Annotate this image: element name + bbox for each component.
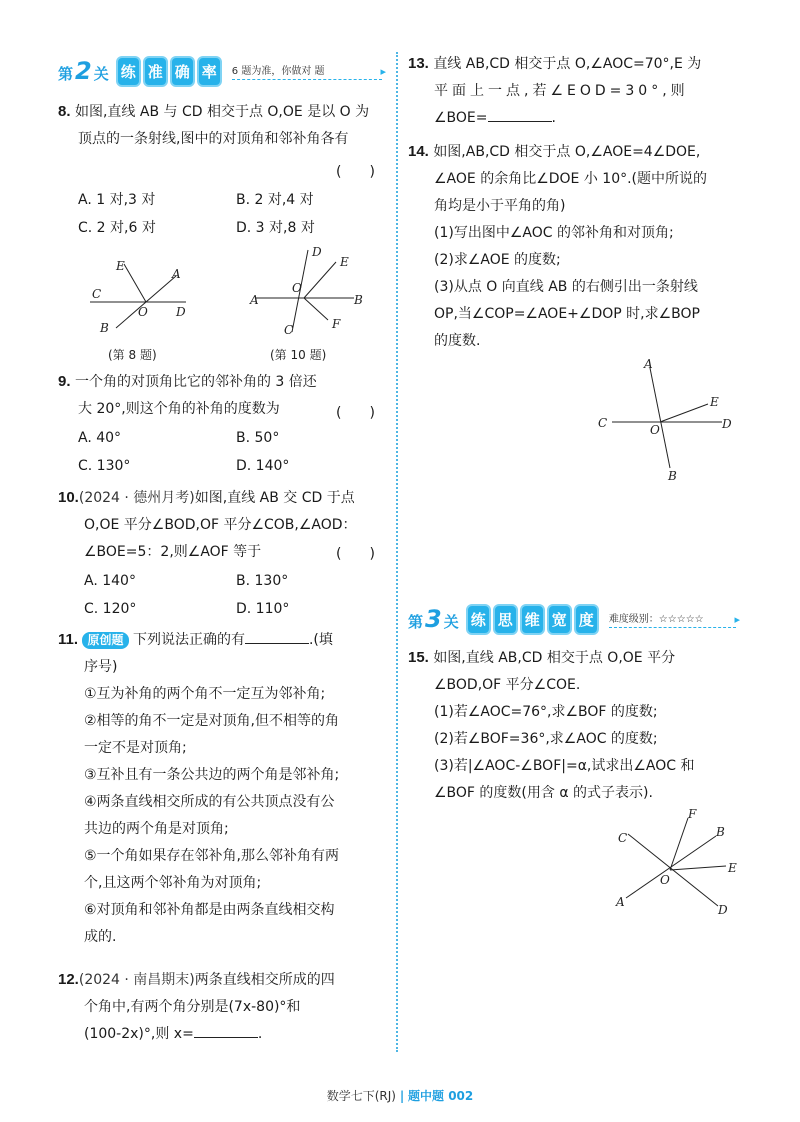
title-char: 宽	[547, 604, 572, 635]
figure-14	[594, 354, 734, 484]
question-8	[58, 98, 386, 153]
statement-item: ④两条直线相交所成的有公共顶点没有公	[84, 794, 335, 810]
question-text: ∠BOD,OF 平分∠COE.	[434, 677, 581, 693]
label-d: D	[176, 305, 186, 319]
question-text: OP,当∠COP=∠AOE+∠DOP 时,求∠BOP	[434, 306, 700, 322]
option-d: D. 140°	[236, 458, 290, 474]
option-b: B. 2 对,4 对	[236, 192, 314, 208]
arrow-icon: ▸	[380, 64, 386, 78]
page-footer	[0, 1087, 800, 1104]
statement-item: ①互为补角的两个角不一定互为邻补角;	[84, 686, 326, 702]
question-text: 大 20°,则这个角的补角的度数为	[78, 401, 280, 417]
label-o: O	[650, 423, 660, 437]
label-f: F	[688, 807, 697, 821]
section-header-2	[58, 56, 386, 86]
label-e: E	[116, 259, 125, 273]
question-text: (2)求∠AOE 的度数;	[434, 252, 561, 268]
section-prefix: 第	[408, 613, 425, 631]
label-a: A	[250, 293, 259, 307]
footer-separator: |	[399, 1089, 405, 1103]
section-title	[466, 604, 601, 635]
label-o: O	[660, 873, 670, 887]
column-divider	[396, 52, 398, 1052]
question-number: 13.	[408, 55, 429, 72]
label-e: E	[728, 861, 737, 875]
question-text: 下列说法正确的有	[132, 632, 245, 648]
label-f: F	[332, 317, 341, 331]
section-number: 3	[425, 605, 443, 633]
title-char: 练	[116, 56, 141, 87]
question-text: 一个角的对顶角比它的邻补角的 3 倍还	[74, 374, 317, 390]
figure-10	[248, 242, 368, 342]
title-char: 率	[197, 56, 222, 87]
figure-15	[612, 806, 742, 916]
answer-blank[interactable]	[194, 1023, 258, 1038]
question-text: ∠AOE 的余角比∠DOE 小 10°.(题中所说的	[434, 171, 708, 187]
figure-caption: (第 8 题)	[108, 348, 157, 362]
question-text: 顶点的一条射线,图中的对顶角和邻补角各有	[78, 131, 349, 147]
question-text: ∠BOF 的度数(用含 α 的式子表示).	[434, 785, 653, 801]
question-number: 11.	[58, 631, 79, 648]
section-note: 6 题为准，你做对 题	[232, 62, 383, 80]
section-header-3	[408, 604, 740, 634]
question-12	[58, 966, 386, 1048]
option-b: B. 130°	[236, 573, 289, 589]
question-text: 如图,直线 AB,CD 相交于点 O,OE 平分	[433, 650, 676, 666]
title-char: 维	[520, 604, 545, 635]
statement-item: ⑤一个角如果存在邻补角,那么邻补角有两	[84, 848, 339, 864]
statement-item: ⑥对顶角和邻补角都是由两条直线相交构	[84, 902, 335, 918]
question-text: (100-2x)°,则 x=	[84, 1026, 194, 1042]
label-c: C	[598, 416, 608, 430]
label-d: D	[718, 903, 728, 916]
question-text: 如图,直线 AB 交 CD 于点	[194, 490, 355, 506]
question-text: 直线 AB,CD 相交于点 O,∠AOC=70°,E 为	[433, 56, 702, 72]
option-d: D. 110°	[236, 601, 290, 617]
label-e: E	[340, 255, 349, 269]
label-c: C	[92, 287, 102, 301]
question-text: .	[257, 1026, 263, 1042]
question-15	[408, 644, 740, 807]
question-text: 序号)	[84, 659, 118, 675]
title-char: 度	[574, 604, 599, 635]
title-char: 准	[143, 56, 168, 87]
figure-8	[86, 250, 196, 340]
question-text: .	[551, 110, 556, 126]
label-d: D	[722, 417, 732, 431]
arrow-icon: ▸	[734, 612, 740, 626]
question-number: 10.	[58, 489, 79, 506]
option-c: C. 130°	[78, 458, 131, 474]
original-tag: 原创题	[82, 632, 128, 649]
answer-blank[interactable]	[245, 629, 309, 644]
option-b: B. 50°	[236, 430, 280, 446]
title-char: 思	[493, 604, 518, 635]
book-title: 数学七下(RJ)	[326, 1089, 396, 1103]
answer-paren: ( )	[336, 164, 375, 180]
label-b: B	[668, 469, 677, 483]
label-o: O	[292, 281, 302, 295]
label-a: A	[616, 895, 625, 909]
question-text: (2)若∠BOF=36°,求∠AOC 的度数;	[434, 731, 658, 747]
section-suffix: 关	[93, 65, 110, 83]
option-a: A. 1 对,3 对	[78, 192, 156, 208]
question-source: (2024 · 德州月考)	[78, 490, 195, 506]
question-text: 的度数.	[434, 333, 481, 349]
statement-item: 一定不是对顶角;	[84, 740, 187, 756]
label-b: B	[100, 321, 109, 335]
option-c: C. 120°	[84, 601, 137, 617]
question-text: .(填	[308, 632, 333, 648]
label-a: A	[644, 357, 653, 371]
question-number: 8.	[58, 103, 71, 120]
option-c: C. 2 对,6 对	[78, 220, 156, 236]
statement-item: 个,且这两个邻补角为对顶角;	[84, 875, 262, 891]
label-o: O	[138, 305, 148, 319]
difficulty-rating: 难度级别：☆☆☆☆☆	[609, 610, 737, 628]
question-text: (1)写出图中∠AOC 的邻补角和对顶角;	[434, 225, 674, 241]
label-e: E	[710, 395, 719, 409]
question-text: (3)从点 O 向直线 AB 的右侧引出一条射线	[434, 279, 698, 295]
question-number: 15.	[408, 649, 429, 666]
section-badge	[58, 57, 110, 85]
question-14	[408, 138, 740, 355]
label-b: B	[716, 825, 725, 839]
question-11	[58, 626, 386, 951]
section-badge	[408, 605, 460, 633]
question-text: 个角中,有两个角分别是(7x-80)°和	[84, 999, 301, 1015]
option-a: A. 40°	[78, 430, 122, 446]
statement-item: 共边的两个角是对顶角;	[84, 821, 229, 837]
question-text: 角均是小于平角的角)	[434, 198, 566, 214]
question-text: 平面上一点,若∠EOD=30°,则	[434, 83, 689, 99]
section-title	[116, 56, 224, 87]
figure-caption: (第 10 题)	[270, 348, 327, 362]
question-text: O,OE 平分∠BOD,OF 平分∠COB,∠AOD：	[84, 517, 357, 533]
question-text: (3)若|∠AOC-∠BOF|=α,试求出∠AOC 和	[434, 758, 695, 774]
option-a: A. 140°	[84, 573, 136, 589]
label-d: D	[312, 245, 322, 259]
answer-blank[interactable]	[488, 107, 552, 122]
page-number: 题中题 002	[408, 1089, 474, 1103]
question-source: (2024 · 南昌期末)	[78, 972, 195, 988]
question-text: 如图,直线 AB 与 CD 相交于点 O,OE 是以 O 为	[74, 104, 370, 120]
label-b: B	[354, 293, 363, 307]
option-d: D. 3 对,8 对	[236, 220, 315, 236]
answer-paren: ( )	[336, 546, 375, 562]
question-text: ∠BOE=	[434, 110, 488, 126]
statement-item: ②相等的角不一定是对顶角,但不相等的角	[84, 713, 339, 729]
question-text: 如图,AB,CD 相交于点 O,∠AOE=4∠DOE,	[433, 144, 701, 160]
question-text: ∠BOE=5：2,则∠AOF 等于	[84, 544, 262, 560]
title-char: 练	[466, 604, 491, 635]
answer-paren: ( )	[336, 405, 375, 421]
label-c: C	[618, 831, 628, 845]
question-text: (1)若∠AOC=76°,求∠BOF 的度数;	[434, 704, 658, 720]
section-number: 2	[75, 57, 93, 85]
title-char: 确	[170, 56, 195, 87]
statement-item: 成的.	[84, 929, 117, 945]
question-13	[408, 50, 740, 132]
question-text: 两条直线相交所成的四	[194, 972, 335, 988]
question-number: 12.	[58, 971, 79, 988]
question-number: 14.	[408, 143, 429, 160]
question-number: 9.	[58, 373, 71, 390]
statement-item: ③互补且有一条公共边的两个角是邻补角;	[84, 767, 340, 783]
section-suffix: 关	[443, 613, 460, 631]
label-a: A	[172, 267, 181, 281]
section-prefix: 第	[58, 65, 75, 83]
label-c: C	[284, 323, 294, 337]
